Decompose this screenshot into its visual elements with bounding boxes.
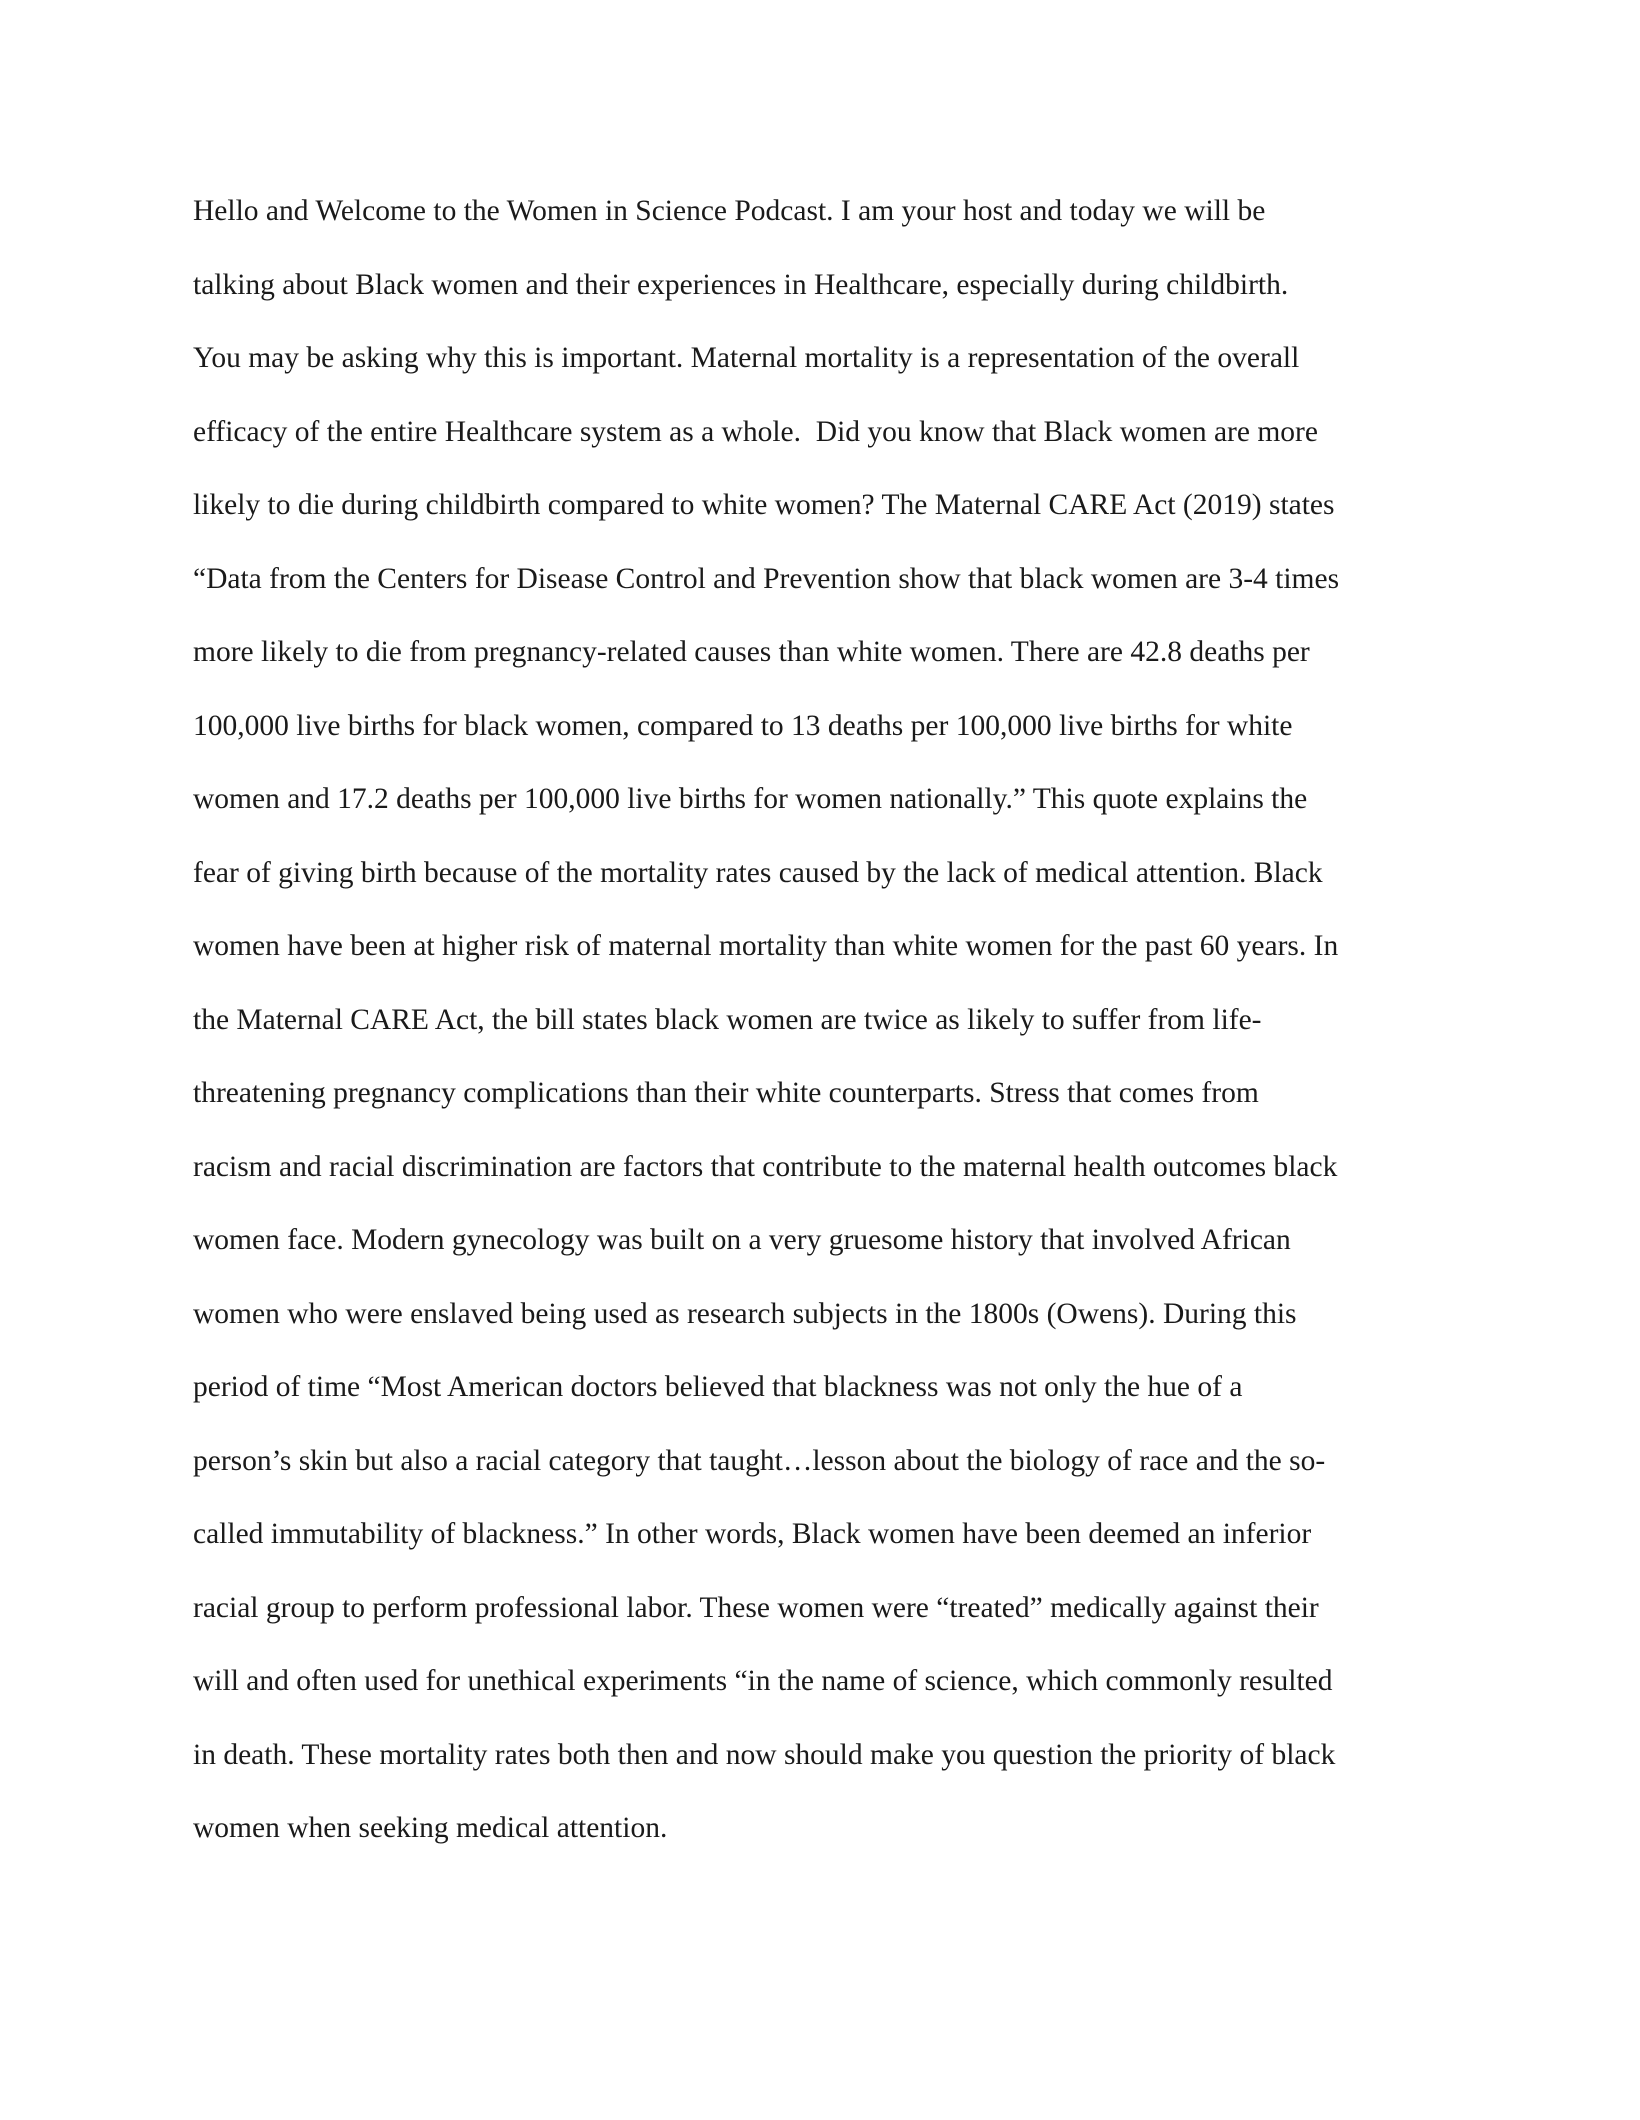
paragraph-line: efficacy of the entire Healthcare system as a whole. Did you know that Black women are more	[193, 415, 1318, 448]
body-paragraph	[193, 191, 1453, 1882]
paragraph-line: women have been at higher risk of maternal mortality than white women for the past 60 years. In	[193, 930, 1339, 962]
paragraph-line: racism and racial discrimination are factors that contribute to the maternal health outcomes black	[193, 1150, 1338, 1183]
paragraph-line: period of time “Most American doctors believed that blackness was not only the hue of a	[193, 1371, 1243, 1403]
paragraph-line: women when seeking medical attention.	[193, 1812, 668, 1844]
paragraph-line: person’s skin but also a racial category that taught…lesson about the biology of race and the so-	[193, 1444, 1326, 1477]
paragraph-line: women face. Modern gynecology was built on a very gruesome history that involved African	[193, 1224, 1291, 1256]
paragraph-line: women who were enslaved being used as research subjects in the 1800s (Owens). During this	[193, 1297, 1297, 1330]
paragraph-line: likely to die during childbirth compared to white women? The Maternal CARE Act (2019) states	[193, 489, 1335, 521]
paragraph-line: more likely to die from pregnancy-related causes than white women. There are 42.8 deaths per	[193, 636, 1310, 668]
paragraph-line: women and 17.2 deaths per 100,000 live births for women nationally.” This quote explains the	[193, 783, 1308, 815]
paragraph-line: called immutability of blackness.” In other words, Black women have been deemed an inferior	[193, 1518, 1312, 1550]
paragraph-line: Hello and Welcome to the Women in Science Podcast. I am your host and today we will be	[193, 195, 1266, 227]
paragraph-line: You may be asking why this is important. Maternal mortality is a representation of the overall	[193, 342, 1300, 374]
paragraph-line: threatening pregnancy complications than their white counterparts. Stress that comes from	[193, 1077, 1259, 1109]
paragraph-line: will and often used for unethical experiments “in the name of science, which commonly resulted	[193, 1665, 1333, 1697]
paragraph-line: the Maternal CARE Act, the bill states black women are twice as likely to suffer from life-	[193, 1003, 1262, 1036]
paragraph-line: “Data from the Centers for Disease Control and Prevention show that black women are 3-4 times	[193, 562, 1340, 595]
paragraph-line: racial group to perform professional labor. These women were “treated” medically against their	[193, 1591, 1319, 1624]
paragraph-line: in death. These mortality rates both then and now should make you question the priority of black	[193, 1738, 1336, 1771]
paragraph-line: talking about Black women and their experiences in Healthcare, especially during childbirth.	[193, 268, 1289, 301]
paragraph-line: fear of giving birth because of the mortality rates caused by the lack of medical attention. Black	[193, 856, 1323, 889]
paragraph-line: 100,000 live births for black women, compared to 13 deaths per 100,000 live births for white	[193, 709, 1293, 742]
